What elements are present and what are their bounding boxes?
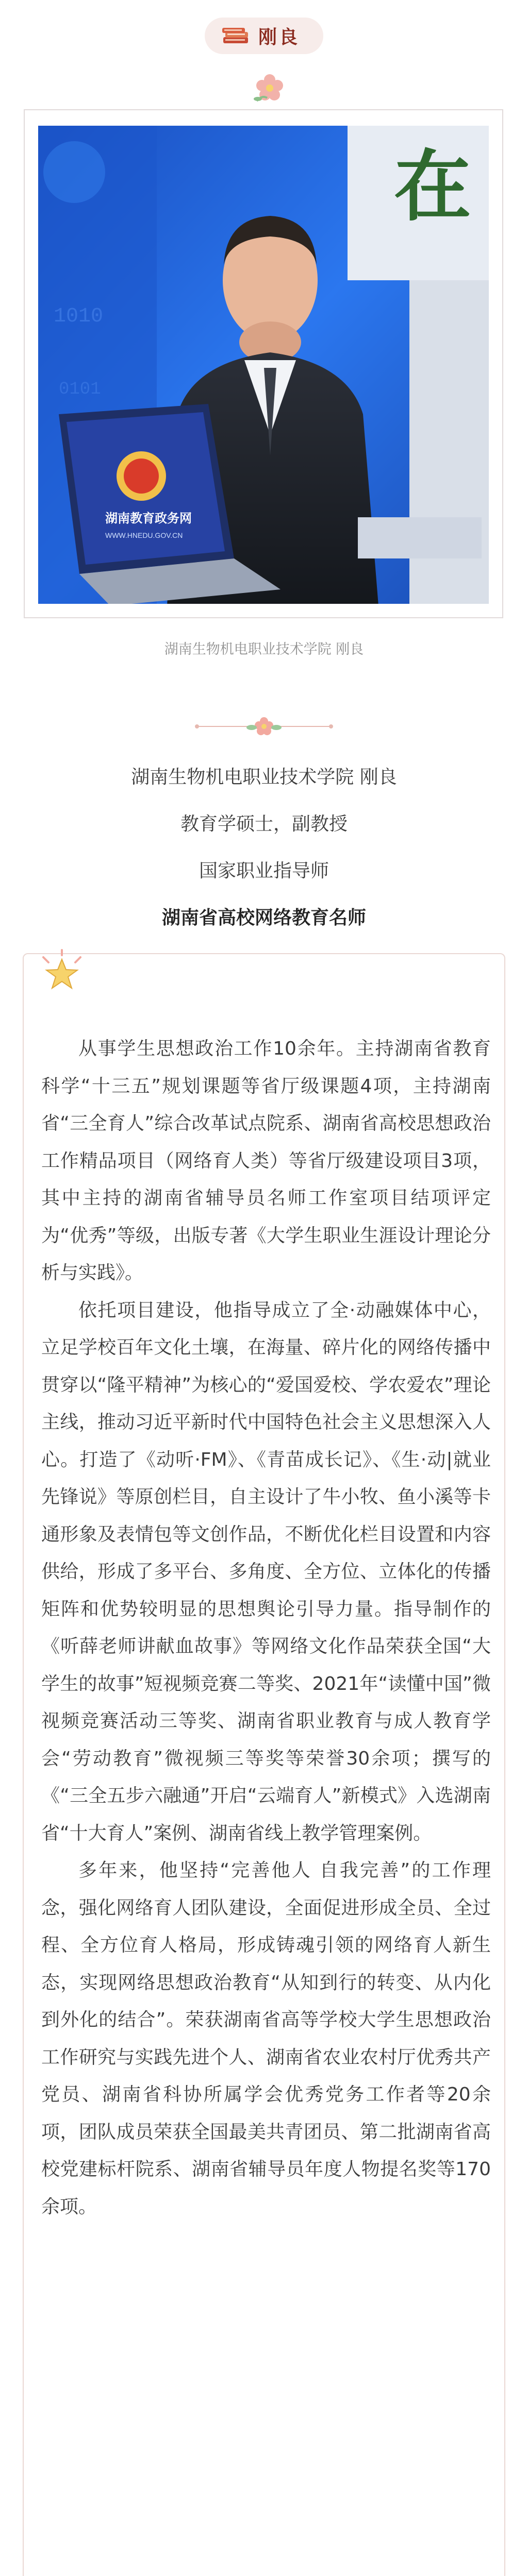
laptop-logo-url: WWW.HNEDU.GOV.CN [105, 531, 183, 539]
header-name: 刚良 [258, 27, 300, 48]
flower-divider [0, 711, 528, 742]
intro-line-school: 湖南生物机电职业技术学院 刚良 [131, 767, 397, 788]
flower-icon [246, 65, 293, 111]
star-icon [36, 948, 88, 999]
portrait-photo [38, 126, 489, 604]
bio-paragraph-2: 依托项目建设，他指导成立了全·动融媒体中心，立足学校百年文化土壤，在海量、碎片化的网络传播中贯穿以“隆平精神”为核心的“爱国爱校、学农爱农”理论主线，推动习近平新时代中国特色社会主义思想深入人心。打造了《动听·FM》、《青苗成长记》、《生·动|就业先锋说》等原创栏目，自主设计了牛小牧、鱼小溪等卡通形象及表情包等文创作品，不断优化栏目设置和内容供给，形成了多平台、多角度、全方位、立体化的传播矩阵和优势较明显的思想舆论引导力量。指导制作的《听薛老师讲献血故事》等网络文化作品荣获全国“大学生的故事”短视频竞赛二等奖、2021年“读懂中国”微视频竞赛活动三等奖、湖南省职业教育与成人教育学会“劳动教育”微视频三等奖等荣誉30余项；撰写的《“三全五步六融通”开启“云端育人”新模式》入选湖南省“十大育人”案例、湖南省线上教学管理案例。 [41, 1299, 491, 1844]
name-tag [205, 18, 323, 54]
header-tag [0, 18, 528, 54]
flower-divider-icon [192, 711, 336, 742]
book-icon [221, 26, 251, 46]
bio-paragraph-1: 从事学生思想政治工作10余年。主持湖南省教育科学“十三五”规划课题等省厅级课题4项，主持湖南省“三全育人”综合改革试点院系、湖南省高校思想政治工作精品项目（网络育人类）等省厅级建设项目3项，其中主持的湖南省辅导员名师工作室项目结项评定为“优秀”等级，出版专著《大学生职业生涯设计理论分析与实践》。 [41, 1038, 491, 1283]
backdrop-glyph: 在 [394, 142, 472, 232]
bio-text [41, 1030, 491, 2226]
laptop-logo-text: 湖南教育政务网 [105, 512, 192, 526]
photo-frame [24, 109, 503, 618]
photo-caption: 湖南生物机电职业技术学院 刚良 [164, 641, 364, 657]
bio-paragraph-3: 多年来，他坚持“完善他人 自我完善”的工作理念，强化网络育人团队建设，全面促进形成全员、全过程、全方位育人格局，形成铸魂引领的网络育人新生态，实现网络思想政治教育“从知到行的转变、从内化到外化的结合”。荣获湖南省高等学校大学生思想政治工作研究与实践先进个人、湖南省农业农村厅优秀共产党员、湖南省科协所属学会优秀党务工作者等20余项，团队成员荣获全国最美共青团员、第二批湖南省高校党建标杆院系、湖南省辅导员年度人物提名奖等170余项。 [41, 1860, 491, 2217]
svg-text:1010: 1010 [54, 305, 104, 328]
intro-block [0, 762, 528, 950]
intro-line-degree: 教育学硕士，副教授 [180, 814, 348, 835]
intro-line-honor: 湖南省高校网络教育名师 [161, 907, 366, 928]
svg-text:0101: 0101 [59, 380, 101, 399]
intro-line-title: 国家职业指导师 [199, 860, 329, 882]
